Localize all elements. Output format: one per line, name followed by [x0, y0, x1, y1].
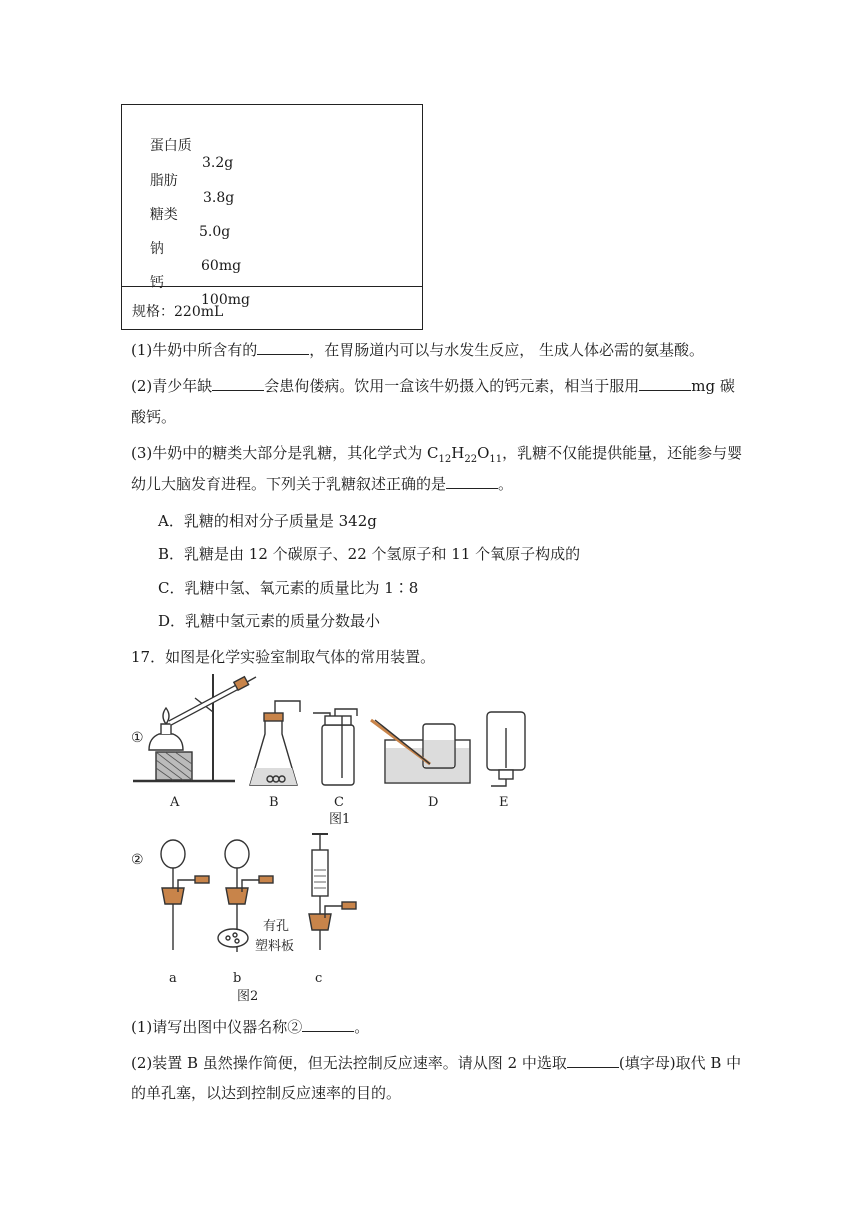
q16-part1-text-a: (1)牛奶中所含有的: [131, 341, 258, 359]
plate-label-line2: 塑料板: [255, 939, 295, 954]
label-b: B: [269, 795, 279, 810]
label-e: E: [499, 795, 509, 810]
label-fig2-a: a: [169, 971, 177, 986]
option-d[interactable]: D．乳糖中氢元素的质量分数最小: [158, 612, 381, 630]
nutrient-value: 60mg: [201, 258, 242, 274]
apparatus-a-small: [161, 840, 209, 986]
option-c[interactable]: C．乳糖中氢、氧元素的质量比为 1∶8: [158, 579, 419, 597]
figure-1: [125, 668, 545, 830]
q16-part2: [131, 375, 735, 396]
q16-part1-text-b: ，在胃肠道内可以与水发生反应， 生成人体必需的氨基酸。: [309, 341, 705, 359]
nutrient-name: 脂肪: [149, 173, 178, 189]
q16-part3-text-d: 。: [498, 475, 514, 493]
nutrient-name: 糖类: [149, 207, 178, 223]
nutrient-name: 钙: [149, 275, 164, 291]
answer-blank[interactable]: [257, 340, 309, 355]
label-c: C: [334, 795, 344, 810]
plate-label-line1: 有孔: [263, 919, 290, 934]
figure-2-caption: 图2: [237, 989, 259, 1004]
figure-1-caption: 图1: [329, 812, 351, 827]
nutrient-value: 3.8g: [203, 190, 235, 206]
answer-blank[interactable]: [212, 376, 264, 391]
q16-part3-text-b: ，乳糖不仅能提供能量，还能参与婴: [502, 444, 743, 462]
subscript: 12: [438, 454, 452, 465]
q16-part1: [131, 339, 704, 360]
q17-part2-text-a: (2)装置 B 虽然操作简便，但无法控制反应速率。请从图 2 中选取: [131, 1054, 567, 1072]
q17-part2-text-b: (填字母)取代 B 中: [618, 1054, 742, 1072]
label-fig2-b: b: [233, 971, 242, 986]
nutrition-spec: 规格：220mL: [132, 304, 224, 320]
apparatus-b: [250, 701, 300, 810]
nutrient-value: 3.2g: [202, 155, 234, 171]
q16-part3-text-a: (3)牛奶中的糖类大部分是乳糖，其化学式为 C: [131, 444, 439, 462]
nutrient-value: 5.0g: [199, 224, 231, 240]
table-divider: [122, 286, 422, 287]
nutrient-value: 100mg: [201, 292, 250, 308]
q16-part2-text-c: mg 碳: [691, 377, 735, 395]
q17-part1-text-b: 。: [354, 1018, 370, 1036]
formula-o: O: [477, 444, 490, 462]
apparatus-c: [313, 709, 357, 810]
answer-blank[interactable]: [302, 1017, 354, 1032]
apparatus-b-small: [218, 840, 273, 986]
q16-part2-text-a: (2)青少年缺: [131, 377, 213, 395]
nutrient-name: 钠: [149, 241, 164, 257]
nutrient-name: 蛋白质: [149, 138, 192, 154]
label-a: A: [170, 795, 180, 810]
marker-2: ②: [131, 852, 144, 868]
q17-part2-cont: 的单孔塞，以达到控制反应速率的目的。: [131, 1084, 402, 1102]
q17-part1: [131, 1016, 369, 1037]
q17-stem: 17．如图是化学实验室制取气体的常用装置。: [131, 648, 436, 666]
apparatus-e: [487, 712, 525, 810]
answer-blank[interactable]: [567, 1053, 619, 1068]
formula-h: H: [451, 444, 465, 462]
label-d: D: [428, 795, 439, 810]
apparatus-d: [371, 720, 470, 810]
answer-blank[interactable]: [639, 376, 691, 391]
q16-part3: [131, 442, 742, 465]
nutrition-table: [121, 104, 423, 330]
marker-1: ①: [131, 730, 144, 746]
label-fig2-c: c: [315, 971, 323, 986]
apparatus-a: [133, 674, 256, 810]
q16-part2-cont: 酸钙。: [131, 408, 177, 426]
q16-part3-text-c: 幼儿大脑发育进程。下列关于乳糖叙述正确的是: [131, 475, 447, 493]
subscript: 22: [464, 454, 478, 465]
apparatus-c-small: [309, 834, 356, 986]
q17-part2: [131, 1052, 741, 1073]
q16-part2-text-b: 会患佝偻病。饮用一盒该牛奶摄入的钙元素，相当于服用: [264, 377, 640, 395]
answer-blank[interactable]: [446, 474, 498, 489]
q17-part1-text-a: (1)请写出图中仪器名称②: [131, 1018, 303, 1036]
option-b[interactable]: B．乳糖是由 12 个碳原子、22 个氢原子和 11 个氧原子构成的: [158, 545, 581, 563]
figure-2: [125, 830, 365, 1010]
subscript: 11: [489, 454, 503, 465]
option-a[interactable]: A．乳糖的相对分子质量是 342g: [158, 512, 377, 530]
q16-part3-cont: [131, 473, 513, 494]
